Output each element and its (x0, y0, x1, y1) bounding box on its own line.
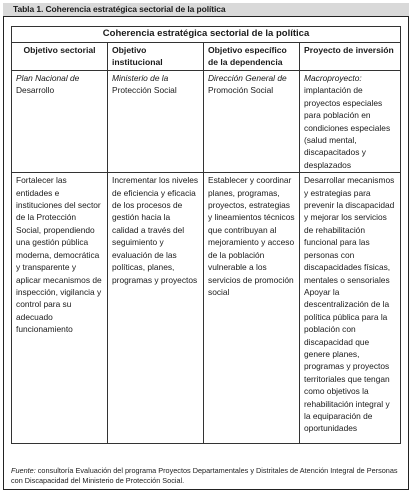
cell-text: Desarrollo (16, 85, 55, 96)
cell-objetivo-especifico-text: Establecer y coordinar planes, programas, proyectos, estrategias y lineamientos técnicos que contribuyan al mejoramiento y acceso de la población vulnerable a los servicios de promoción social (204, 173, 300, 444)
cell-emphasis: Plan Nacional de (16, 73, 80, 83)
header-objetivo-especifico: Objetivo específico de la dependencia (204, 43, 300, 71)
header-proyecto-inversion: Proyecto de inversión (300, 43, 401, 71)
table-caption: Tabla 1. Coherencia estratégica sectorial de la política (13, 4, 226, 14)
coherence-table (11, 26, 401, 444)
table-title-row (12, 27, 401, 43)
header-row (12, 43, 401, 71)
cell-emphasis: Macroproyecto: (304, 73, 362, 83)
cell-objetivo-institucional-text: Incrementar los niveles de eficiencia y eficacia de los procesos de gestión hacia la calidad a través del seguimiento y evaluación de las políticas, planes, programas y proyectos (108, 173, 204, 444)
cell-proyecto-inversion-text: Desarrollar mecanismos y estrategias para prevenir la discapacidad y mejorar los servicios de rehabilitación funcional para las personas con discapacidades físicas, mentales o sensoriales Apoyar la descentralización de la política pública para la población con discapacidad que genere planes, programas y proyectos territoriales que tengan como objetivos la rehabilitación integral y la equiparación de oportunidades (300, 173, 401, 444)
header-objetivo-institucional: Objetivo institucional (108, 43, 204, 71)
header-objetivo-sectorial: Objetivo sectorial (12, 43, 108, 71)
table-title: Coherencia estratégica sectorial de la política (12, 27, 401, 43)
cell-direccion-general (204, 71, 300, 173)
source-label: Fuente: (11, 466, 36, 475)
cell-text: Protección Social (112, 85, 177, 96)
caption-bar (3, 3, 409, 17)
cell-emphasis: Ministerio de la (112, 73, 169, 83)
table-row (12, 71, 401, 173)
source-text: consultoría Evaluación del programa Proyectos Departamentales y Distritales de Atención Integral de Personas con Discapacidad del Ministerio de Protección Social. (11, 466, 398, 485)
cell-plan-nacional (12, 71, 108, 173)
cell-objetivo-sectorial-text: Fortalecer las entidades e instituciones del sector de la Protección Social, propendiendo una gestión pública moderna, democrática y transparente y aplicar mecanismos de inspección, vigilancia y control para su adecuado funcionamiento (12, 173, 108, 444)
cell-text: Promoción Social (208, 85, 274, 96)
cell-emphasis: Dirección General de (208, 73, 287, 83)
table-row (12, 173, 401, 444)
cell-ministerio (108, 71, 204, 173)
source-note (11, 466, 403, 486)
cell-text: implantación de proyectos especiales para población en condiciones especiales (salud mental, discapacitados y desplazados (304, 85, 391, 170)
cell-macroproyecto (300, 71, 401, 173)
